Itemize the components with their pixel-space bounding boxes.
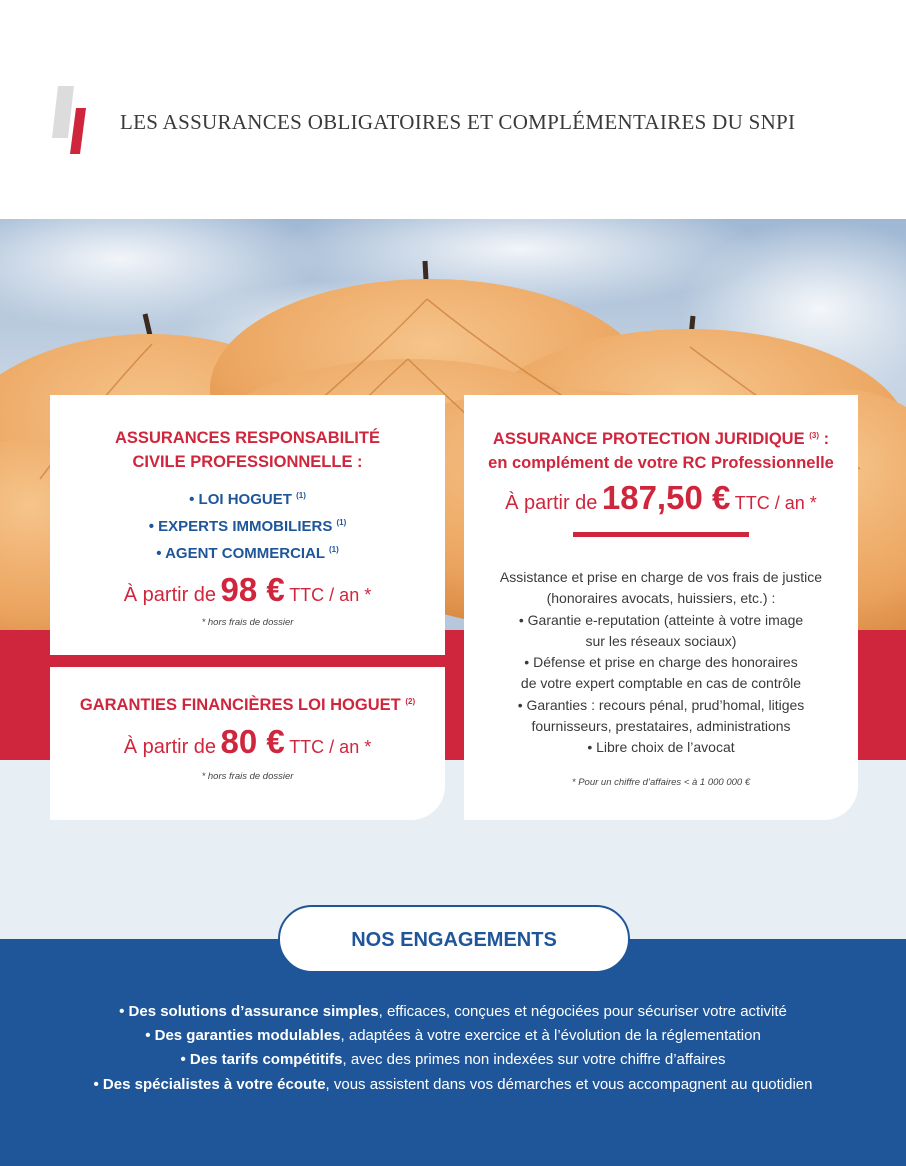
engagement-item: • Des garanties modulables, adaptées à votre exercice et à l’évolution de la réglementation [145, 1027, 761, 1045]
page-title: LES ASSURANCES OBLIGATOIRES ET COMPLÉMENTAIRES DU SNPI [120, 110, 796, 134]
engagements-list [0, 1000, 906, 1097]
gf-title: GARANTIES FINANCIÈRES LOI HOGUET $^{(2)}$ [79, 696, 416, 714]
rc-note: * hors frais de dossier [201, 617, 294, 628]
pj-desc-line: • Garanties : recours pénal, prud’homal, litiges [517, 696, 805, 713]
engagement-item: • Des tarifs compétitifs, avec des primes non indexées sur votre chiffre d’affaires [180, 1051, 726, 1069]
engagements-title: NOS ENGAGEMENTS [351, 929, 557, 951]
pj-desc-line: • Libre choix de l’avocat [587, 739, 735, 756]
engagements-heading [278, 905, 630, 973]
pj-desc-line: • Garantie e-reputation (atteinte à votre image [518, 611, 804, 628]
rc-insurance-card [50, 395, 445, 655]
rc-item-agent: • AGENT COMMERCIAL $^{(1)}$ [156, 545, 339, 562]
pj-description [464, 567, 858, 759]
financial-guarantee-card [50, 667, 445, 820]
rc-item-loi-hoguet: • LOI HOGUET $^{(1)}$ [189, 491, 306, 508]
pj-divider [573, 532, 749, 537]
page-header [0, 0, 906, 220]
rc-title-line1: ASSURANCES RESPONSABILITÉ [115, 429, 380, 447]
pj-note: * Pour un chiffre d’affaires < à 1 000 000 € [571, 777, 751, 788]
engagement-item: • Des solutions d’assurance simples, efficaces, conçues et négociées pour sécuriser votre activité [119, 1003, 787, 1020]
engagement-item: • Des spécialistes à votre écoute, vous assistent dans vos démarches et vous accompagnent au quotidien [93, 1075, 813, 1093]
legal-protection-card [464, 395, 858, 820]
pj-price: À partir de 187,50 € TTC / an * [505, 479, 817, 516]
pj-desc-line: fournisseurs, prestataires, administrations [531, 718, 791, 735]
rc-title-line2: CIVILE PROFESSIONNELLE : [132, 453, 363, 471]
pj-desc-line: de votre expert comptable en cas de contrôle [520, 675, 802, 692]
rc-price: À partir de 98 € TTC / an * [123, 571, 372, 608]
pj-subtitle: en complément de votre RC Professionnelle [488, 454, 834, 472]
pj-desc-line: Assistance et prise en charge de vos frais de justice [499, 569, 823, 585]
gf-note: * hors frais de dossier [201, 771, 294, 782]
pj-desc-line: sur les réseaux sociaux) [585, 632, 737, 649]
gf-price: À partir de 80 € TTC / an * [123, 723, 372, 760]
pj-title: ASSURANCE PROTECTION JURIDIQUE $^{(3)}$ : [492, 430, 830, 448]
snpi-bar-logo-icon [48, 86, 88, 156]
pj-desc-line: (honoraires avocats, huissiers, etc.) : [546, 590, 776, 607]
rc-item-experts: • EXPERTS IMMOBILIERS $^{(1)}$ [148, 518, 347, 535]
pj-desc-line: • Défense et prise en charge des honoraires [524, 654, 798, 671]
